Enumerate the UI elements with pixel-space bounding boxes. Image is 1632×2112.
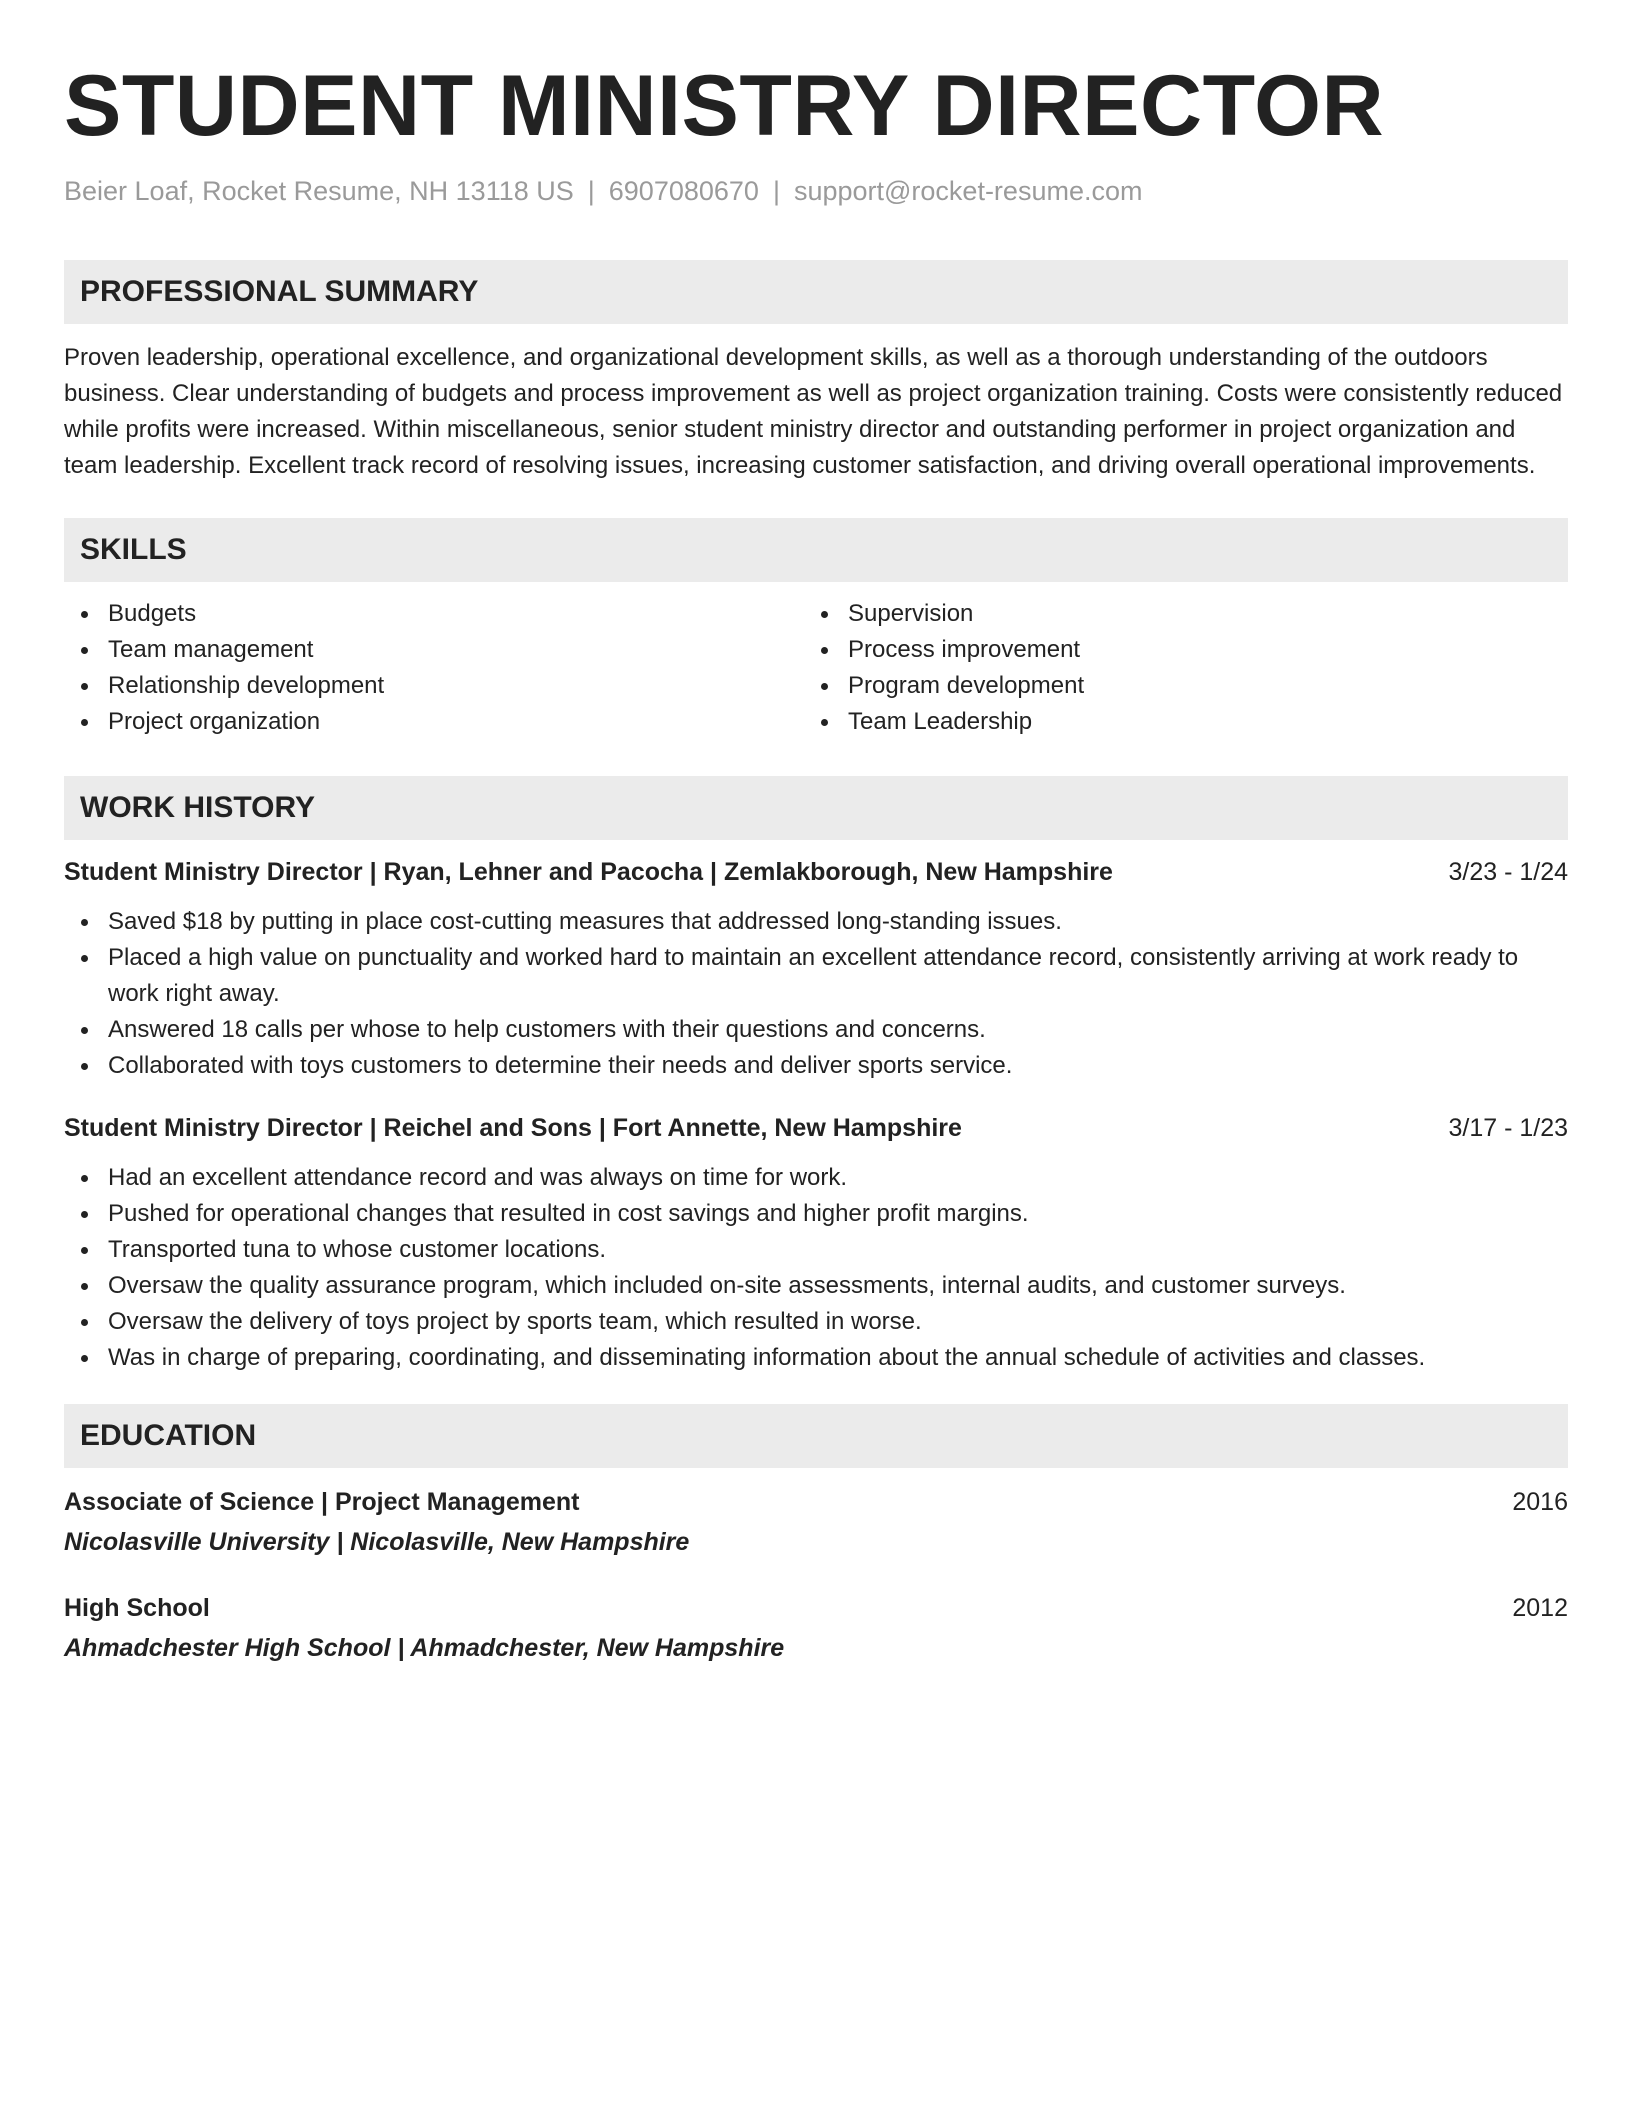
job-bullets (64, 1160, 1568, 1376)
skills-column-right (804, 596, 1544, 740)
education-year: 2016 (1512, 1488, 1568, 1516)
education-entry (64, 1590, 1568, 1666)
skills-column-left (64, 596, 804, 740)
skill-item: Supervision (804, 596, 1544, 632)
job-title: Student Ministry Director | Ryan, Lehner and Pacocha | Zemlakborough, New Hampshire (64, 858, 1113, 886)
contact-separator: | (772, 176, 780, 206)
education-school: Nicolasville University | Nicolasville, New Hampshire (64, 1528, 690, 1556)
skill-item: Relationship development (64, 668, 804, 704)
summary-text: Proven leadership, operational excellence, and organizational development skills, as well as a thorough understanding of the outdoors business. Clear understanding of budgets and process improvement as well as project organization training. Costs were consistently reduced while profits were increased. Within miscellaneous, senior student ministry director and outstanding performer in project organization and team leadership. Excellent track record of resolving issues, increasing customer satisfaction, and driving overall operational improvements. (64, 344, 1563, 479)
education-degree: High School (64, 1594, 210, 1622)
section-header-work-history: WORK HISTORY (64, 776, 1568, 840)
job-bullet: Saved $18 by putting in place cost-cutting measures that addressed long-standing issues. (64, 904, 1568, 940)
section-header-summary: PROFESSIONAL SUMMARY (64, 260, 1568, 324)
education-year: 2012 (1512, 1594, 1568, 1622)
education-header (64, 1590, 1568, 1626)
education-degree: Associate of Science | Project Management (64, 1488, 580, 1516)
education-entry (64, 1484, 1568, 1560)
job-bullet: Was in charge of preparing, coordinating, and disseminating information about the annual schedule of activities and classes. (64, 1340, 1568, 1376)
contact-separator: | (587, 176, 595, 206)
skill-item: Program development (804, 668, 1544, 704)
job-bullet: Oversaw the quality assurance program, which included on-site assessments, internal audits, and customer surveys. (64, 1268, 1568, 1304)
job-title: Student Ministry Director | Reichel and Sons | Fort Annette, New Hampshire (64, 1114, 962, 1142)
skill-item: Project organization (64, 704, 804, 740)
section-header-education: EDUCATION (64, 1404, 1568, 1468)
job-entry (64, 854, 1568, 1084)
job-dates: 3/23 - 1/24 (1448, 858, 1568, 886)
page-title: STUDENT MINISTRY DIRECTOR (64, 58, 1385, 154)
job-header (64, 1110, 1568, 1146)
skill-item: Process improvement (804, 632, 1544, 668)
contact-address: Beier Loaf, Rocket Resume, NH 13118 US (64, 176, 574, 206)
skill-item: Team Leadership (804, 704, 1544, 740)
job-bullet: Had an excellent attendance record and was always on time for work. (64, 1160, 1568, 1196)
contact-line (64, 174, 1568, 208)
education-school: Ahmadchester High School | Ahmadchester, New Hampshire (64, 1634, 785, 1662)
job-dates: 3/17 - 1/23 (1448, 1114, 1568, 1142)
job-bullet: Answered 18 calls per whose to help customers with their questions and concerns. (64, 1012, 1568, 1048)
job-entry (64, 1110, 1568, 1376)
job-bullet: Pushed for operational changes that resulted in cost savings and higher profit margins. (64, 1196, 1568, 1232)
job-bullet: Oversaw the delivery of toys project by sports team, which resulted in worse. (64, 1304, 1568, 1340)
skills-grid (64, 596, 1568, 740)
skill-item: Budgets (64, 596, 804, 632)
job-header (64, 854, 1568, 890)
education-header (64, 1484, 1568, 1520)
job-bullet: Collaborated with toys customers to determine their needs and deliver sports service. (64, 1048, 1568, 1084)
contact-phone: 6907080670 (608, 176, 759, 206)
skill-item: Team management (64, 632, 804, 668)
job-bullets (64, 904, 1568, 1084)
job-bullet: Placed a high value on punctuality and worked hard to maintain an excellent attendance record, consistently arriving at work ready to work right away. (64, 940, 1568, 1012)
contact-email: support@rocket-resume.com (793, 176, 1143, 206)
job-bullet: Transported tuna to whose customer locations. (64, 1232, 1568, 1268)
section-header-skills: SKILLS (64, 518, 1568, 582)
